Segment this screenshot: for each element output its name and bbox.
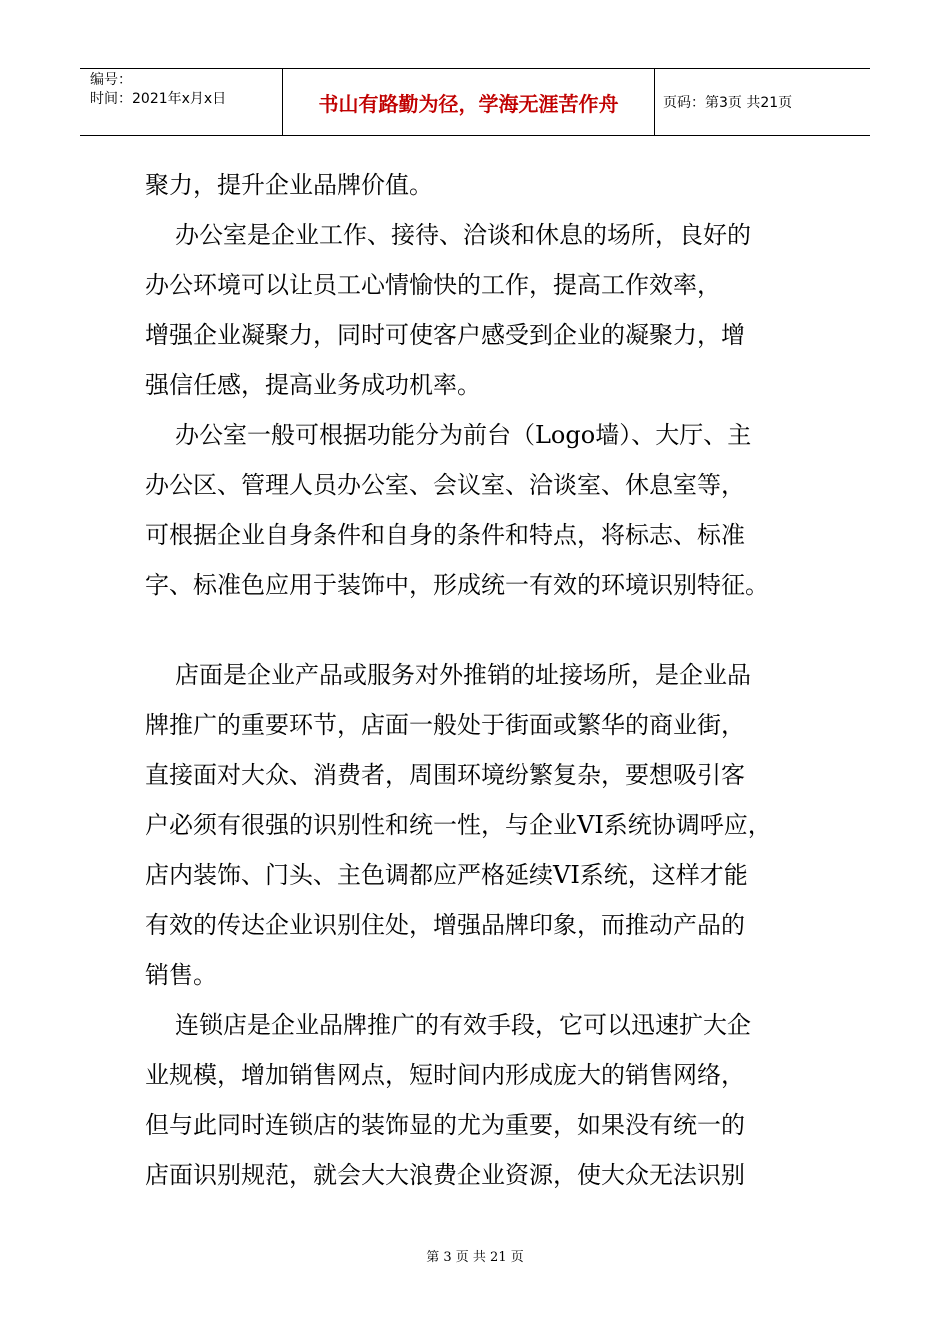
text-line: 户必须有很强的识别性和统一性，与企业VI系统协调呼应， <box>145 811 772 839</box>
text-line: 字、标准色应用于装饰中，形成统一有效的环境识别特征。 <box>145 571 769 599</box>
text-line: 办公室是企业工作、接待、洽谈和休息的场所，良好的 <box>175 221 751 249</box>
text-line: 销售。 <box>145 961 217 989</box>
text-line: 聚力，提升企业品牌价值。 <box>145 171 433 199</box>
number-label: 编号： <box>90 72 132 88</box>
paragraph-3 <box>145 410 815 610</box>
text-line: 办公环境可以让员工心情愉快的工作，提高工作效率， <box>145 271 721 299</box>
text-line: 有效的传达企业识别住处，增强品牌印象，而推动产品的 <box>145 911 745 939</box>
text-line: 店内装饰、门头、主色调都应严格延续VI系统，这样才能 <box>145 861 748 889</box>
text-line: 增强企业凝聚力，同时可使客户感受到企业的凝聚力，增 <box>145 321 745 349</box>
text-line: 连锁店是企业品牌推广的有效手段，它可以迅速扩大企 <box>175 1011 751 1039</box>
text-line: 办公区、管理人员办公室、会议室、洽谈室、休息室等， <box>145 471 745 499</box>
paragraph-5 <box>145 1000 815 1200</box>
text-line: 店面是企业产品或服务对外推销的址接场所，是企业品 <box>175 661 751 689</box>
text-line: 但与此同时连锁店的装饰显的尤为重要，如果没有统一的 <box>145 1111 745 1139</box>
paragraph-2 <box>145 210 815 410</box>
paragraph-spacer <box>145 610 815 650</box>
header-page-info: 页码：第3页 共21页 <box>663 95 793 111</box>
header-table <box>80 68 870 136</box>
text-line: 强信任感，提高业务成功机率。 <box>145 371 481 399</box>
text-line: 业规模，增加销售网点，短时间内形成庞大的销售网络， <box>145 1061 745 1089</box>
text-line: 直接面对大众、消费者，周围环境纷繁复杂，要想吸引客 <box>145 761 745 789</box>
header-meta <box>80 69 283 135</box>
text-line: 牌推广的重要环节，店面一般处于街面或繁华的商业街， <box>145 711 745 739</box>
text-line: 店面识别规范，就会大大浪费企业资源，使大众无法识别 <box>145 1161 745 1189</box>
time-label: 时间：2021年x月x日 <box>90 91 227 107</box>
document-body <box>145 160 815 1200</box>
page-footer: 第 3 页 共 21 页 <box>426 1250 524 1265</box>
header-motto: 书山有路勤为径，学海无涯苦作舟 <box>283 69 655 135</box>
paragraph-1 <box>145 160 815 210</box>
paragraph-4 <box>145 650 815 1000</box>
text-line: 可根据企业自身条件和自身的条件和特点，将标志、标准 <box>145 521 745 549</box>
text-line: 办公室一般可根据功能分为前台（Logo墙）、大厅、主 <box>175 421 752 449</box>
